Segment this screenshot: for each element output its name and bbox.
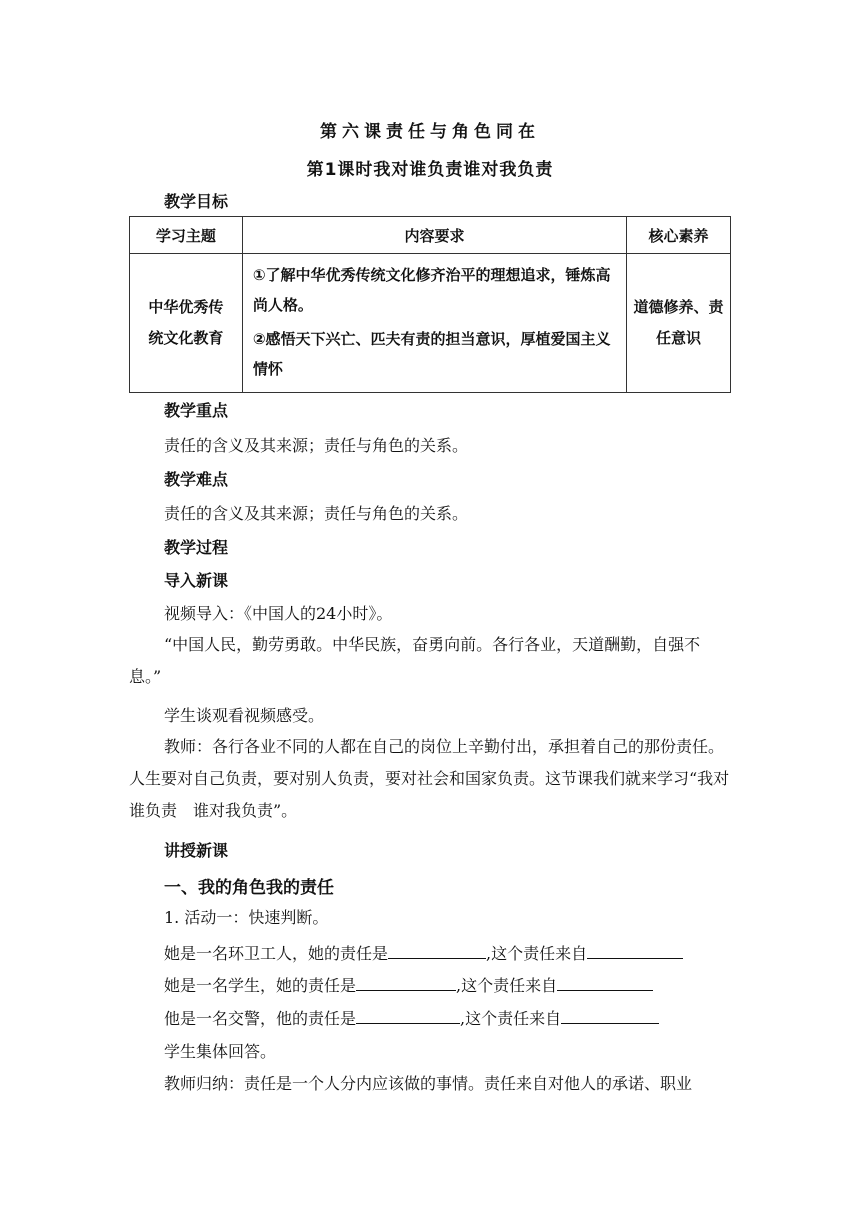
- table-header-cell: 核心素养: [627, 217, 731, 254]
- goals-table: [129, 216, 731, 393]
- theme-text: 中华优秀传统文化教育: [148, 298, 224, 347]
- table-header-cell: 内容要求: [242, 217, 626, 254]
- students-answer-text: 学生集体回答。: [164, 1042, 277, 1061]
- answer-blank: [388, 940, 486, 959]
- table-header-row: [130, 217, 731, 254]
- key-points-text: 责任的含义及其来源；责任与角色的关系。: [164, 436, 469, 455]
- lesson-subtitle: 第1课时我对谁负责谁对我负责: [306, 160, 554, 180]
- fill-item: [164, 1005, 659, 1029]
- fill-item-text: ,这个责任来自: [460, 1009, 562, 1028]
- literacy-cell: [627, 254, 731, 393]
- requirement-item: ②感悟天下兴亡、匹夫有责的担当意识，厚植爱国主义情怀: [252, 330, 611, 378]
- answer-blank: [557, 972, 653, 991]
- table-header-cell: 学习主题: [130, 217, 243, 254]
- theme-cell: [130, 254, 243, 393]
- table-row: [130, 254, 731, 393]
- requirement-item: ①了解中华优秀传统文化修齐治平的理想追求，锤炼高尚人格。: [252, 266, 611, 314]
- answer-blank: [561, 1005, 659, 1024]
- fill-item-text: ,这个责任来自: [456, 976, 558, 995]
- intro-heading: 导入新课: [164, 571, 229, 590]
- answer-blank: [356, 1005, 460, 1024]
- lesson-title: 第六课责任与角色同在: [320, 122, 540, 142]
- fill-item: [164, 972, 653, 996]
- fill-item-text: 她是一名学生，她的责任是: [164, 976, 357, 995]
- answer-blank: [587, 940, 683, 959]
- requirements-cell: [242, 254, 626, 393]
- key-points-heading: 教学重点: [164, 401, 229, 420]
- teacher-summary-text: 教师归纳：责任是一个人分内应该做的事情。责任来自对他人的承诺、职业: [164, 1074, 693, 1093]
- new-lesson-heading: 讲授新课: [164, 841, 229, 860]
- answer-blank: [356, 972, 456, 991]
- fill-item-text: 他是一名交警，他的责任是: [164, 1009, 357, 1028]
- difficulty-heading: 教学难点: [164, 470, 229, 489]
- goals-heading: 教学目标: [164, 192, 229, 211]
- process-heading: 教学过程: [164, 538, 229, 557]
- quote-paragraph: “中国人民，勤劳勇敢。中华民族，奋勇向前。各行各业，天道酬勤，自强不息。”: [129, 635, 701, 686]
- fill-item: [164, 940, 683, 964]
- literacy-text: 道德修养、责任意识: [633, 298, 724, 347]
- fill-item-text: 她是一名环卫工人，她的责任是: [164, 944, 389, 963]
- difficulty-text: 责任的含义及其来源；责任与角色的关系。: [164, 504, 469, 523]
- activity1-text: 1. 活动一：快速判断。: [164, 908, 329, 927]
- fill-item-text: ,这个责任来自: [486, 944, 588, 963]
- intro-video-text: 视频导入：《中国人的24小时》。: [164, 604, 393, 623]
- students-watch-text: 学生谈观看视频感受。: [164, 706, 325, 725]
- section1-heading: 一、我的角色我的责任: [164, 878, 334, 898]
- teacher-intro-paragraph: 教师：各行各业不同的人都在自己的岗位上辛勤付出，承担着自己的那份责任。人生要对自己负责，要对别人负责，要对社会和国家负责。这节课我们就来学习“我对谁负责 谁对我负责”。: [129, 737, 730, 820]
